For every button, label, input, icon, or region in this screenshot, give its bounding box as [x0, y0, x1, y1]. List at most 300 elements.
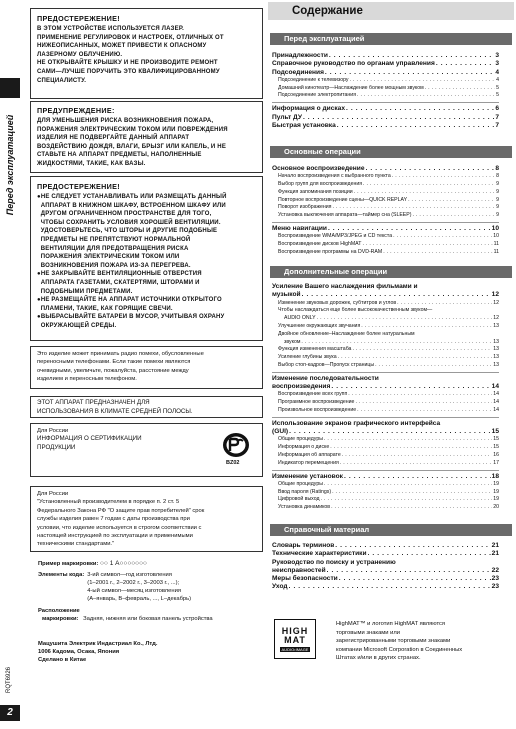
- toc-leader-dots: [352, 346, 492, 354]
- toc-entry-label: воспроизведения: [272, 383, 331, 391]
- toc-leader-dots: [317, 315, 493, 323]
- toc-entry[interactable]: [272, 559, 499, 567]
- toc-subentry[interactable]: [272, 300, 499, 308]
- highmat-logo-line1: HIGH: [281, 625, 309, 636]
- toc-subentry[interactable]: [272, 189, 499, 197]
- caution2-line: ПРЕДМЕТЫ НЕ ПРЕПЯТСТВУЮТ НОРМАЛЬНОЙ: [37, 236, 191, 243]
- toc-basic: [272, 165, 499, 257]
- toc-leader-dots: [392, 173, 495, 181]
- toc-leader-dots: [397, 300, 492, 308]
- toc-page-number: 10: [491, 225, 499, 233]
- toc-page-number: 19: [493, 488, 499, 495]
- toc-entry-label: Изменение последовательности: [272, 374, 379, 382]
- toc-subentry[interactable]: [272, 489, 499, 497]
- toc-subentry[interactable]: [272, 460, 499, 468]
- toc-subentry[interactable]: [272, 399, 499, 407]
- toc-page-number: 14: [493, 406, 499, 413]
- toc-entry[interactable]: [272, 283, 499, 291]
- toc-leader-dots: [301, 339, 492, 347]
- radio-note-line: очевидными, увеличьте, пожалуйста, расстояние между: [37, 367, 189, 374]
- toc-page-number: 18: [491, 472, 499, 480]
- toc-entry-label: Информация об аппарате: [278, 451, 341, 458]
- toc-entry-label: Общие процедуры: [278, 436, 323, 443]
- toc-entry[interactable]: [272, 583, 499, 591]
- toc-entry[interactable]: [272, 383, 499, 391]
- radio-note-text: [37, 350, 256, 384]
- toc-entry-label: Справочное руководство по органам управления: [272, 60, 435, 68]
- toc-subentry[interactable]: [272, 362, 499, 370]
- toc-divider: [272, 102, 499, 103]
- toc-leader-dots: [302, 291, 491, 299]
- caution2-line: ●НЕ РАЗМЕЩАЙТЕ НА АППАРАТ ИСТОЧНИКИ ОТКРЫТОГО: [37, 297, 222, 304]
- climate-note-text: [37, 399, 256, 416]
- toc-leader-dots: [332, 204, 495, 212]
- toc-page-number: 21: [491, 542, 499, 549]
- service-life-text: [37, 498, 256, 548]
- toc-subentry[interactable]: [272, 233, 499, 241]
- toc-leader-dots: [412, 212, 495, 220]
- highmat-line: зарегистрированными торговыми знаками: [336, 638, 451, 644]
- toc-entry[interactable]: [272, 375, 499, 383]
- caution2-line: ●НЕ СЛЕДУЕТ УСТАНАВЛИВАТЬ ИЛИ РАЗМЕЩАТЬ ДАННЫЙ: [37, 194, 227, 200]
- cert-country: Для России: [37, 428, 69, 434]
- toc-page-number: 3: [495, 52, 499, 59]
- highmat-note: [272, 618, 514, 666]
- toc-entry[interactable]: [272, 105, 499, 113]
- caution2-line: ЧТОБЫ СОХРАНИТЬ УСЛОВИЯ ХОРОШЕЙ ВЕНТИЛЯЦИИ.: [37, 219, 221, 226]
- toc-entry-label: Выбор групп для воспроизведения: [278, 181, 363, 188]
- toc-leader-dots: [348, 391, 492, 399]
- toc-leader-dots: [368, 550, 491, 558]
- toc-subentry[interactable]: [272, 331, 499, 339]
- toc-entry-label: Меню навигации: [272, 225, 327, 233]
- toc-leader-dots: [327, 567, 491, 575]
- section-tab-marker: [0, 78, 20, 98]
- toc-page-number: 9: [496, 181, 499, 188]
- toc-entry-label: Произвольное воспроизведение: [278, 406, 357, 413]
- warning-line: ВОЗДЕЙСТВИЮ ДОЖДЯ, ВЛАГИ, БРЫЗГ ИЛИ КАПЕЛЬ, И НЕ: [37, 143, 227, 150]
- toc-entry-label: Программное воспроизведение: [278, 399, 355, 406]
- toc-subentry[interactable]: [272, 504, 499, 512]
- toc-subentry[interactable]: [272, 92, 499, 100]
- toc-entry-label: музыкой: [272, 291, 301, 299]
- toc-entry[interactable]: [272, 428, 499, 436]
- manufacturer-line: Сделано в Китае: [38, 657, 87, 663]
- toc-page-number: 13: [493, 346, 499, 353]
- toc-entry-label: Воспроизведение программы на DVD-RAM: [278, 248, 383, 255]
- climate-note-line: ИСПОЛЬЗОВАНИЯ В КЛИМАТЕ СРЕДНЕЙ ПОЛОСЫ.: [37, 407, 193, 415]
- toc-page-number: 6: [495, 105, 499, 113]
- caution-text: [37, 25, 256, 85]
- caution-line: НЕ ОТКРЫВАЙТЕ КРЫШКУ И НЕ ПРОИЗВОДИТЕ РЕМОНТ: [37, 60, 218, 67]
- caution2-line: ●НЕ ЗАКРЫВАЙТЕ ВЕНТИЛЯЦИОННЫЕ ОТВЕРСТИЯ: [37, 271, 202, 278]
- marking-element-line: 3-ий символ—год изготовления: [87, 572, 172, 578]
- toc-page-number: 7: [495, 121, 499, 129]
- toc-leader-dots: [344, 473, 491, 481]
- toc-page-number: 3: [495, 60, 499, 68]
- toc-page-number: 14: [491, 383, 499, 391]
- toc-entry[interactable]: [272, 567, 499, 575]
- climate-note-box: [30, 396, 263, 418]
- caution2-line: ПОДОБНЫМИ ПРЕДМЕТАМИ.: [37, 288, 133, 295]
- caution2-line: ●ВЫБРАСЫВАЙТЕ БАТАРЕИ В МУСОР, УЧИТЫВАЯ ОХРАНУ: [37, 314, 225, 321]
- highmat-line: компании Microsoft Corporation в Соединенных: [336, 646, 463, 653]
- toc-page-number: 5: [496, 84, 499, 91]
- toc-subentry[interactable]: [272, 496, 499, 504]
- toc-entry-label: AUDIO ONLY: [284, 315, 316, 322]
- caution-line: САМИ—ЛУЧШЕ ПОРУЧИТЬ ЭТО КВАЛИФИЦИРОВАННОМУ: [37, 68, 220, 75]
- toc-subentry[interactable]: [272, 452, 499, 460]
- highmat-line: HighMAT™ и логотип HighMAT являются: [336, 621, 446, 627]
- radio-note-line: Это изделие может принимать радио помехи, обусловленные: [37, 351, 204, 357]
- toc-leader-dots: [350, 77, 496, 85]
- caution-line: ПРИМЕНЕНИЕ РЕГУЛИРОВОК И НАСТРОЕК, ОТЛИЧНЫХ ОТ: [37, 34, 224, 41]
- toc-page-number: 21: [491, 550, 499, 558]
- toc-page-number: 13: [493, 361, 499, 368]
- toc-subentry[interactable]: [272, 339, 499, 347]
- toc-entry[interactable]: [272, 420, 499, 428]
- toc-page-number: 5: [496, 92, 499, 99]
- toc-leader-dots: [337, 122, 495, 130]
- toc-entry-label: Индикатор перемещения: [278, 459, 339, 466]
- toc-entry[interactable]: [272, 52, 499, 60]
- toc-page-number: 23: [491, 575, 499, 583]
- toc-entry-label: Меры безопасности: [272, 575, 338, 583]
- radio-note-box: [30, 346, 263, 389]
- caution2-line: ПОРАЖЕНИЯ ЭЛЕКТРИЧЕСКИМ ТОКОМ ИЛИ: [37, 254, 180, 261]
- radio-note-line: изделием и переносным телефоном.: [37, 376, 137, 383]
- warning-line: ДЛЯ УМЕНЬШЕНИЯ РИСКА ВОЗНИКНОВЕНИЯ ПОЖАРА,: [37, 118, 214, 124]
- toc-leader-dots: [339, 575, 491, 583]
- marking-element-line: (1–2001 г., 2–2002 г., 3–2003 г., ...);: [87, 580, 180, 586]
- toc-entry-label: Двойное обновление–Наслаждение более натуральным: [278, 330, 415, 337]
- toc-leader-dots: [331, 383, 490, 391]
- toc-subentry[interactable]: [272, 346, 499, 354]
- marking-example-value: ○○ 1 А○○○○○○○: [100, 560, 147, 567]
- toc-subentry[interactable]: [272, 212, 499, 220]
- section-bar-advanced: Дополнительные операции: [270, 266, 512, 278]
- toc-subentry[interactable]: [272, 173, 499, 181]
- toc-entry-label: Основное воспроизведение: [272, 165, 365, 172]
- toc-page-number: 11: [493, 241, 499, 248]
- toc-leader-dots: [331, 504, 492, 512]
- toc-entry-label: Воспроизведение всех групп: [278, 391, 348, 398]
- toc-leader-dots: [357, 407, 492, 415]
- warning-title: ПРЕДУПРЕЖДЕНИЕ:: [37, 106, 115, 115]
- caution2-title: ПРЕДОСТЕРЕЖЕНИЕ!: [37, 182, 120, 191]
- toc-entry[interactable]: [272, 60, 499, 68]
- toc-entry-label: Подсоединения: [272, 68, 324, 76]
- certification-box: [30, 423, 263, 477]
- toc-entry-label: Изменение установок: [272, 472, 343, 480]
- caution-box: [30, 8, 263, 99]
- marking-elements-label: Элементы кода:: [38, 572, 85, 578]
- caution-line: ЛАЗЕРНОМУ ОБЛУЧЕНИЮ.: [37, 51, 123, 58]
- toc-entry[interactable]: [272, 575, 499, 583]
- toc-subentry[interactable]: [272, 391, 499, 399]
- marking-example-label: Пример маркировки:: [38, 561, 99, 567]
- highmat-logo-line2: MAT: [284, 634, 306, 645]
- cert-mark-code: BZ02: [226, 460, 240, 466]
- toc-subentry[interactable]: [272, 354, 499, 362]
- toc-entry-label: Установка выключения аппарата—таймер сна (SLEEP): [278, 212, 412, 219]
- rst-certification-mark-icon: [221, 432, 251, 458]
- toc-subentry[interactable]: [272, 249, 499, 257]
- toc-subentry[interactable]: [272, 307, 499, 315]
- warning-line: СТАВЬТЕ НА АППАРАТ ПРЕДМЕТЫ, НАПОЛНЕННЫЕ: [37, 152, 202, 159]
- toc-entry-label: Улучшение окружающих звучания: [278, 322, 361, 329]
- toc-page-number: 14: [493, 391, 499, 398]
- toc-leader-dots: [303, 114, 494, 122]
- toc-leader-dots: [425, 85, 495, 93]
- toc-advanced: [272, 283, 499, 512]
- toc-leader-dots: [362, 241, 492, 249]
- caution2-line: ВЕНТИЛЯЦИИ ДЛЯ ПРЕДОТВРАЩЕНИЯ РИСКА: [37, 245, 189, 252]
- toc-entry-label: Использование экранов графического интерфейса: [272, 419, 441, 427]
- toc-entry-label: Ввод пароля (Ratings): [278, 488, 332, 495]
- toc-leader-dots: [355, 399, 492, 407]
- cert-title: ИНФОРМАЦИЯ О СЕРТИФИКАЦИИ: [37, 435, 142, 443]
- caution-line: СПЕЦИАЛИСТУ.: [37, 77, 87, 84]
- toc-subentry[interactable]: [272, 77, 499, 85]
- highmat-logo: [274, 619, 316, 659]
- toc-entry-label: Функция запоминания позиции: [278, 188, 353, 195]
- toc-leader-dots: [340, 460, 492, 468]
- toc-entry-label: Чтобы наслаждаться еще более высококачественным звуком—: [278, 307, 433, 314]
- toc-entry-label: (GUI): [272, 428, 289, 436]
- toc-page-number: 12: [491, 291, 499, 299]
- manufacturer-info: [38, 640, 157, 664]
- toc-subentry[interactable]: [272, 481, 499, 489]
- section-tab-label: Перед эксплуатацией: [5, 114, 15, 216]
- toc-entry-label: Руководство по поиску и устранению: [272, 558, 396, 566]
- toc-entry[interactable]: [272, 550, 499, 558]
- service-life-line: условии, что изделие используется в строгом соответствии с: [37, 524, 202, 531]
- service-life-line: техническими стандартами.": [37, 541, 115, 548]
- toc-subentry[interactable]: [272, 197, 499, 205]
- toc-leader-dots: [363, 181, 495, 189]
- toc-page-number: 20: [493, 504, 499, 511]
- toc-entry[interactable]: [272, 165, 499, 173]
- toc-page-number: 16: [493, 451, 499, 458]
- service-life-line: службы изделия равен 7 годам с даты производства при: [37, 516, 190, 523]
- toc-page-number: 10: [493, 233, 499, 240]
- caution2-line: ПЛАМЕНИ, ТАКИЕ, КАК ГОРЯЩИЕ СВЕЧИ.: [37, 305, 173, 312]
- toc-leader-dots: [436, 60, 495, 68]
- toc-entry-label: Воспроизведение дисков HighMAT: [278, 241, 362, 248]
- toc-entry[interactable]: [272, 542, 499, 550]
- toc-leader-dots: [383, 249, 492, 257]
- warning-line: ПОРАЖЕНИЯ ЭЛЕКТРИЧЕСКИМ ТОКОМ ИЛИ ПОВРЕЖДЕНИЯ: [37, 126, 228, 133]
- toc-page-number: 9: [496, 204, 499, 211]
- toc-page-number: 13: [493, 322, 499, 329]
- toc-entry-label: Общие процедуры: [278, 480, 323, 487]
- toc-leader-dots: [330, 444, 492, 452]
- toc-entry-label: Изменение звуковых дорожек, субтитров и углов: [278, 299, 397, 306]
- toc-entry[interactable]: [272, 69, 499, 77]
- caution-title: ПРЕДОСТЕРЕЖЕНИЕ!: [37, 14, 120, 23]
- toc-leader-dots: [289, 583, 491, 591]
- toc-entry-label: Выбор стоп-кадров—Пропуск страницы: [278, 361, 375, 368]
- caution2-line: АППАРАТ В КНИЖНОМ ШКАФУ, ВСТРОЕННОМ ШКАФУ ИЛИ: [37, 202, 226, 209]
- toc-entry-label: Быстрая установка: [272, 121, 336, 129]
- toc-subentry[interactable]: [272, 181, 499, 189]
- toc-page-number: 22: [491, 566, 499, 574]
- toc-page-number: 15: [491, 428, 499, 436]
- toc-page-number: 4: [495, 68, 499, 76]
- caution2-text: [37, 193, 256, 331]
- toc-page-number: 12: [493, 315, 499, 322]
- toc-page-number: 17: [493, 459, 499, 466]
- toc-entry[interactable]: [272, 473, 499, 481]
- toc-page-number: 13: [493, 338, 499, 345]
- caution2-line: ОКРУЖАЮЩЕЙ СРЕДЫ.: [37, 322, 117, 329]
- toc-leader-dots: [338, 354, 493, 362]
- toc-entry-label: Усиление Вашего наслаждения фильмами и: [272, 283, 418, 290]
- caution-line: НИЖЕОПИСАННЫХ, МОЖЕТ ПРИВЕСТИ К ОПАСНОМУ: [37, 43, 207, 50]
- toc-entry-label: Технические характеристики: [272, 550, 367, 558]
- toc-divider: [272, 372, 499, 373]
- toc-subentry[interactable]: [272, 407, 499, 415]
- toc-entry-label: Поворот изображения: [278, 204, 332, 211]
- caution2-line: УДОСТОВЕРЬТЕСЬ, ЧТО ШТОРЫ И ДРУГИЕ ПОДОБНЫЕ: [37, 228, 218, 235]
- highmat-line: торговыми знаками или: [336, 629, 400, 636]
- manufacturer-line: Мацушита Электрик Индастриал Ко., Лтд.: [38, 641, 158, 647]
- toc-page-number: 13: [493, 354, 499, 361]
- toc-leader-dots: [366, 165, 495, 173]
- service-life-line: Федерального Закона РФ "О защите прав потребителей" срок: [37, 507, 205, 514]
- service-life-line: настоящей инструкцией по эксплуатации и применимыми: [37, 533, 193, 540]
- toc-page-number: 14: [493, 399, 499, 406]
- manufacturer-line: 1006 Кадома, Осака, Япония: [38, 649, 120, 655]
- toc-subentry[interactable]: [272, 444, 499, 452]
- toc-entry-label: Подсоединение электропитания: [278, 92, 356, 99]
- service-life-box: [30, 486, 263, 552]
- toc-page-number: 19: [493, 480, 499, 487]
- toc-entry-label: Принадлежности: [272, 52, 328, 59]
- toc-page-number: 9: [496, 212, 499, 219]
- toc-leader-dots: [393, 233, 492, 241]
- contents-header: Содержание: [268, 2, 514, 20]
- toc-page-number: 8: [496, 173, 499, 180]
- toc-leader-dots: [321, 496, 493, 504]
- climate-note-line: ЭТОТ АППАРАТ ПРЕДНАЗНАЧЕН ДЛЯ: [37, 399, 150, 406]
- highmat-text: [336, 620, 512, 663]
- toc-entry[interactable]: [272, 114, 499, 122]
- toc-entry-label: Пульт ДУ: [272, 113, 302, 121]
- toc-leader-dots: [289, 428, 491, 436]
- section-bar-reference: Справочный материал: [270, 524, 512, 536]
- warning-line: ИЗДЕЛИЯ НЕ ПОДВЕРГАЙТЕ ДАННЫЙ АППАРАТ: [37, 135, 190, 142]
- toc-page-number: 23: [491, 583, 499, 591]
- toc-subentry[interactable]: [272, 204, 499, 212]
- toc-entry-label: Уход: [272, 583, 288, 591]
- toc-entry-label: Функция изменения масштаба: [278, 346, 352, 353]
- caution2-line: ВОЗНИКНОВЕНИЯ ПОЖАРА ИЗ-ЗА ПЕРЕГРЕВА.: [37, 262, 191, 269]
- toc-leader-dots: [324, 436, 492, 444]
- toc-entry-label: Словарь терминов: [272, 542, 335, 549]
- caution-line: В ЭТОМ УСТРОЙСТВЕ ИСПОЛЬЗУЕТСЯ ЛАЗЕР.: [37, 26, 185, 32]
- toc-page-number: 15: [493, 436, 499, 443]
- toc-before-use: [272, 52, 499, 130]
- toc-page-number: 15: [493, 444, 499, 451]
- toc-leader-dots: [335, 542, 490, 550]
- toc-entry-label: Начало воспроизведения с выбранного пункта: [278, 173, 391, 180]
- toc-leader-dots: [408, 197, 495, 205]
- toc-reference: [272, 542, 499, 592]
- highmat-logo-line3: AUDIO•IMAGE: [281, 646, 309, 652]
- toc-leader-dots: [346, 105, 494, 113]
- toc-page-number: 11: [493, 248, 499, 255]
- marking-location-label: Расположение: [38, 608, 80, 614]
- toc-divider: [272, 222, 499, 223]
- toc-entry-label: Домашний кинотеатр—Наслаждение более мощным звуком: [278, 84, 424, 91]
- marking-location-value: Задняя, нижняя или боковая панель устройства: [83, 616, 213, 622]
- toc-entry[interactable]: [272, 225, 499, 233]
- toc-leader-dots: [328, 225, 491, 233]
- marking-element-line: 4-ый символ—месяц изготовления: [87, 588, 181, 594]
- toc-entry-label: Воспроизведение WMA/MP3/JPEG и CD текста: [278, 233, 393, 240]
- toc-leader-dots: [332, 489, 492, 497]
- marking-location-label-2: маркировки:: [42, 616, 79, 622]
- caution2-line: АППАРАТА ГАЗЕТАМИ, СКАТЕРТЯМИ, ШТОРАМИ И: [37, 279, 200, 286]
- toc-leader-dots: [325, 69, 494, 77]
- toc-divider: [272, 470, 499, 471]
- toc-divider: [272, 417, 499, 418]
- toc-leader-dots: [361, 323, 492, 331]
- toc-entry[interactable]: [272, 122, 499, 130]
- toc-leader-dots: [375, 362, 492, 370]
- toc-entry-label: Повторное воспроизведение сцены—QUICK REPLAY: [278, 196, 408, 203]
- marking-element-line: (А–январь, В–февраль, ..., L–декабрь): [87, 596, 192, 602]
- toc-page-number: 9: [496, 196, 499, 203]
- toc-page-number: 8: [495, 165, 499, 172]
- toc-entry-label: Информация о диске: [278, 444, 330, 451]
- toc-page-number: 12: [493, 299, 499, 306]
- toc-page-number: 4: [496, 76, 499, 83]
- toc-leader-dots: [354, 189, 495, 197]
- toc-page-number: 19: [493, 496, 499, 503]
- toc-page-number: 7: [495, 113, 499, 121]
- toc-subentry[interactable]: [272, 85, 499, 93]
- toc-leader-dots: [324, 481, 492, 489]
- toc-entry-label: Подсоединение к телевизору: [278, 76, 349, 83]
- toc-entry[interactable]: [272, 291, 499, 299]
- toc-subentry[interactable]: [272, 315, 499, 323]
- section-bar-basic: Основные операции: [270, 146, 512, 158]
- warning-line: ЖИДКОСТЯМИ, ТАКИЕ, КАК ВАЗЫ.: [37, 160, 146, 167]
- toc-entry-label: Установка динамиков: [278, 504, 331, 511]
- toc-page-number: 9: [496, 188, 499, 195]
- service-life-line: "Установленный производителем в порядке п. 2 ст. 5: [37, 499, 180, 506]
- cert-title-2: ПРОДУКЦИИ: [37, 443, 76, 451]
- toc-subentry[interactable]: [272, 241, 499, 249]
- toc-subentry[interactable]: [272, 436, 499, 444]
- marking-section: [38, 560, 264, 623]
- toc-leader-dots: [342, 452, 492, 460]
- toc-entry-label: неисправностей: [272, 566, 326, 574]
- toc-leader-dots: [357, 92, 495, 100]
- section-bar-before-use: Перед эксплуатацией: [270, 33, 512, 45]
- page-number: 2: [0, 705, 20, 721]
- toc-entry-label: Усиление глубины звука: [278, 354, 337, 361]
- doc-code: RQT6926: [6, 666, 12, 694]
- marking-elements-text: [87, 571, 191, 603]
- toc-subentry[interactable]: [272, 323, 499, 331]
- warning-box: [30, 101, 263, 173]
- caution2-box: [30, 176, 263, 341]
- toc-leader-dots: [329, 52, 494, 60]
